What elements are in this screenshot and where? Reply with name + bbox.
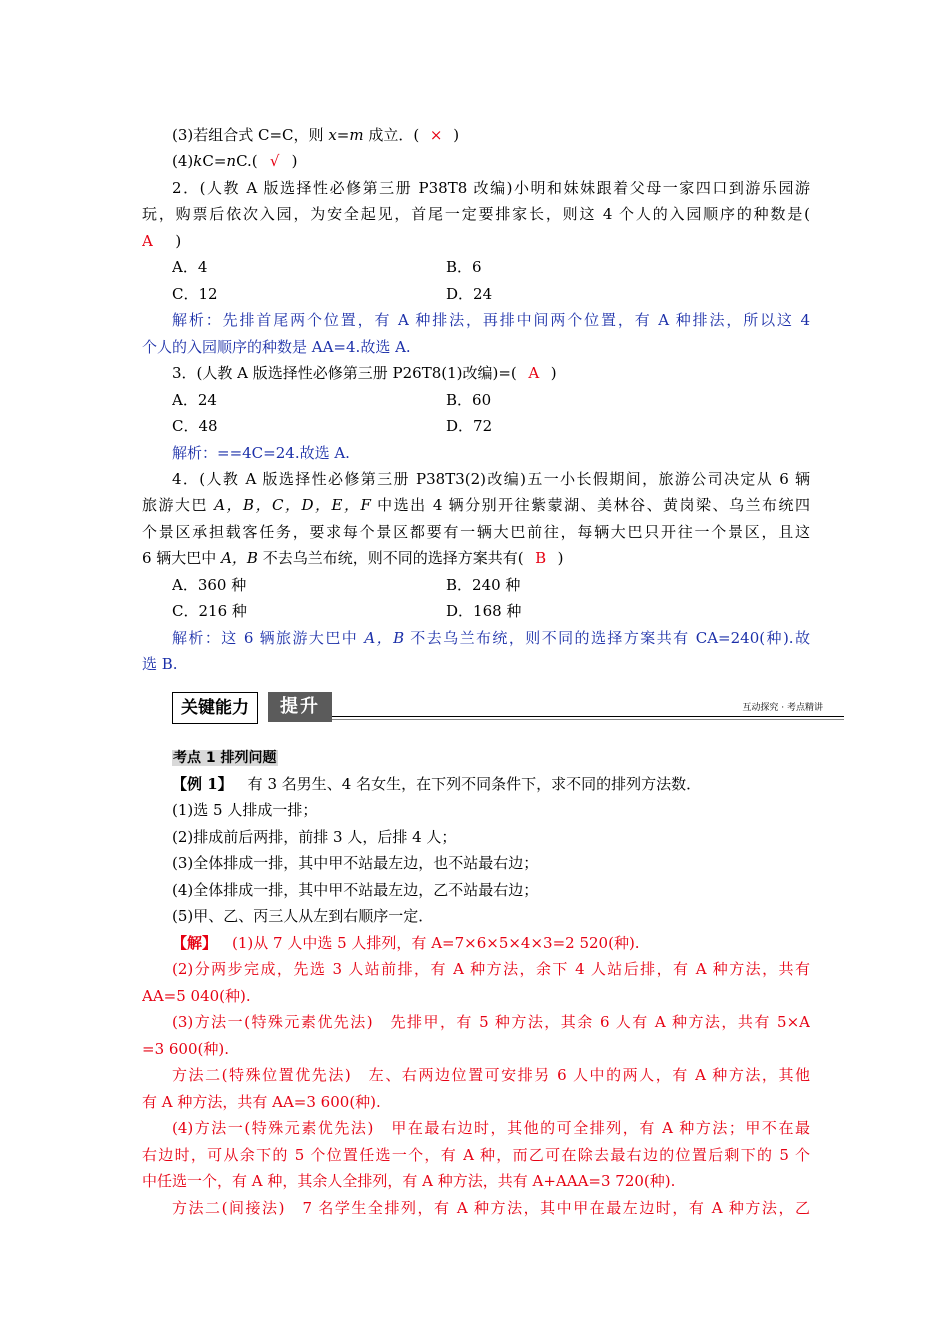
question-4-solution-1: 解析：这 6 辆旅游大巴中 A，B 不去乌兰布统，则不同的选择方案共有 CA=240(种).故 [172,629,810,647]
example-1-sub-5: (5)甲、乙、丙三人从左到右顺序一定． [172,907,434,925]
judge-item-3: (3)若组合式 C=C，则 x=m 成立．( × ) [172,122,810,148]
question-3-options-row-1: A．24 B．60 [172,391,492,409]
example-1-sub-3: (3)全体排成一排，其中甲不站最左边，也不站最右边； [172,854,539,872]
example-1-sub-4: (4)全体排成一排，其中甲不站最左边，乙不站最右边； [172,881,539,899]
solution-3-line-3: 方法二(特殊位置优先法) 左、右两边位置可安排另 6 人中的两人，有 A 种方法，其他 [172,1066,810,1084]
solution-3-line-4: 有 A 种方法，共有 AA=3 600(种). [142,1093,381,1111]
key-point-title: 考点 1 排列问题 [173,750,277,766]
solution-1: 【解】 (1)从 7 人中选 5 人排列，有 A=7×6×5×4×3=2 520(种). [172,934,640,952]
question-4-line-2: 旅游大巴 A，B，C，D，E，F 中选出 4 辆分别开往紫蒙湖、美林谷、黄岗梁、乌兰布统四 [142,496,810,514]
solution-3-line-2: =3 600(种). [142,1040,229,1058]
judge-item-4: (4)kC=nC.( √ ) [172,148,810,174]
section-subtitle: 互动探究 · 考点精讲 [739,702,826,714]
question-2-line-2: 玩，购票后依次入园，为安全起见，首尾一定要排家长，则这 4 个人的入园顺序的种数是( [142,205,810,223]
answer-mark: × [429,126,443,144]
section-badge: 提升 [268,692,332,722]
question-2-line-1: 2．(人教 A 版选择性必修第三册 P38T8 改编)小明和妹妹跟着父母一家四口到游乐园游 [172,179,810,197]
question-4-line-4: 6 辆大巴中 A，B 不去乌兰布统，则不同的选择方案共有( B ) [142,549,564,567]
question-2-solution-2: 个人的入园顺序的种数是 AA=4.故选 A. [142,338,411,356]
question-4-options-row-1: A．360 种 B．240 种 [172,576,521,594]
question-2-solution-1: 解析：先排首尾两个位置，有 A 种排法，再排中间两个位置，有 A 种排法，所以这 4 [172,311,810,329]
section-header [172,692,844,724]
question-4-line-1: 4．(人教 A 版选择性必修第三册 P38T3(2)改编)五一小长假期间，旅游公司决定从 6 辆 [172,470,810,488]
section-title: 关键能力 [172,692,258,724]
answer-mark: √ [269,152,280,170]
example-1-sub-2: (2)排成前后两排，前排 3 人，后排 4 人； [172,828,457,846]
example-1-sub-1: (1)选 5 人排成一排； [172,801,318,819]
question-4-options-row-2: C．216 种 D．168 种 [172,602,522,620]
solution-2-line-2: AA=5 040(种). [142,987,251,1005]
question-2-options-row-2: C．12 D．24 [172,285,493,303]
question-3-options-row-2: C．48 D．72 [172,417,493,435]
question-3-solution: 解析：==4C=24.故选 A. [172,444,350,462]
question-2-answer: A ) [142,232,182,250]
section-rule [332,716,844,717]
solution-4-line-1: (4)方法一(特殊元素优先法) 甲在最右边时，其他的可全排列，有 A 种方法；甲不在最 [172,1119,810,1137]
solution-4-line-3: 中任选一个，有 A 种，其余人全排列，有 A 种方法，共有 A+AAA=3 720(种). [142,1172,676,1190]
solution-2-line-1: (2)分两步完成，先选 3 人站前排，有 A 种方法，余下 4 人站后排，有 A 种方法，共有 [172,960,810,978]
section-rule-thin [332,719,844,720]
example-1-stem: 【例 1】 有 3 名男生、4 名女生，在下列不同条件下，求不同的排列方法数． [172,775,702,793]
solution-4-line-4: 方法二(间接法) 7 名学生全排列，有 A 种方法，其中甲在最左边时，有 A 种方法，乙 [172,1199,810,1217]
question-4-line-3: 个景区承担载客任务，要求每个景区都要有一辆大巴前往，每辆大巴只开往一个景区，且这 [142,523,810,541]
solution-4-line-2: 右边时，可从余下的 5 个位置任选一个，有 A 种，而乙可在除去最右边的位置后剩下的 5 个 [142,1146,810,1164]
question-2-options-row-1: A．4 B．6 [172,258,482,276]
question-3-stem: 3．(人教 A 版选择性必修第三册 P26T8(1)改编)=( A ) [172,364,557,382]
solution-3-line-1: (3)方法一(特殊元素优先法) 先排甲，有 5 种方法，其余 6 人有 A 种方法，共有 5×A [172,1013,810,1031]
question-4-solution-2: 选 B. [142,655,178,673]
